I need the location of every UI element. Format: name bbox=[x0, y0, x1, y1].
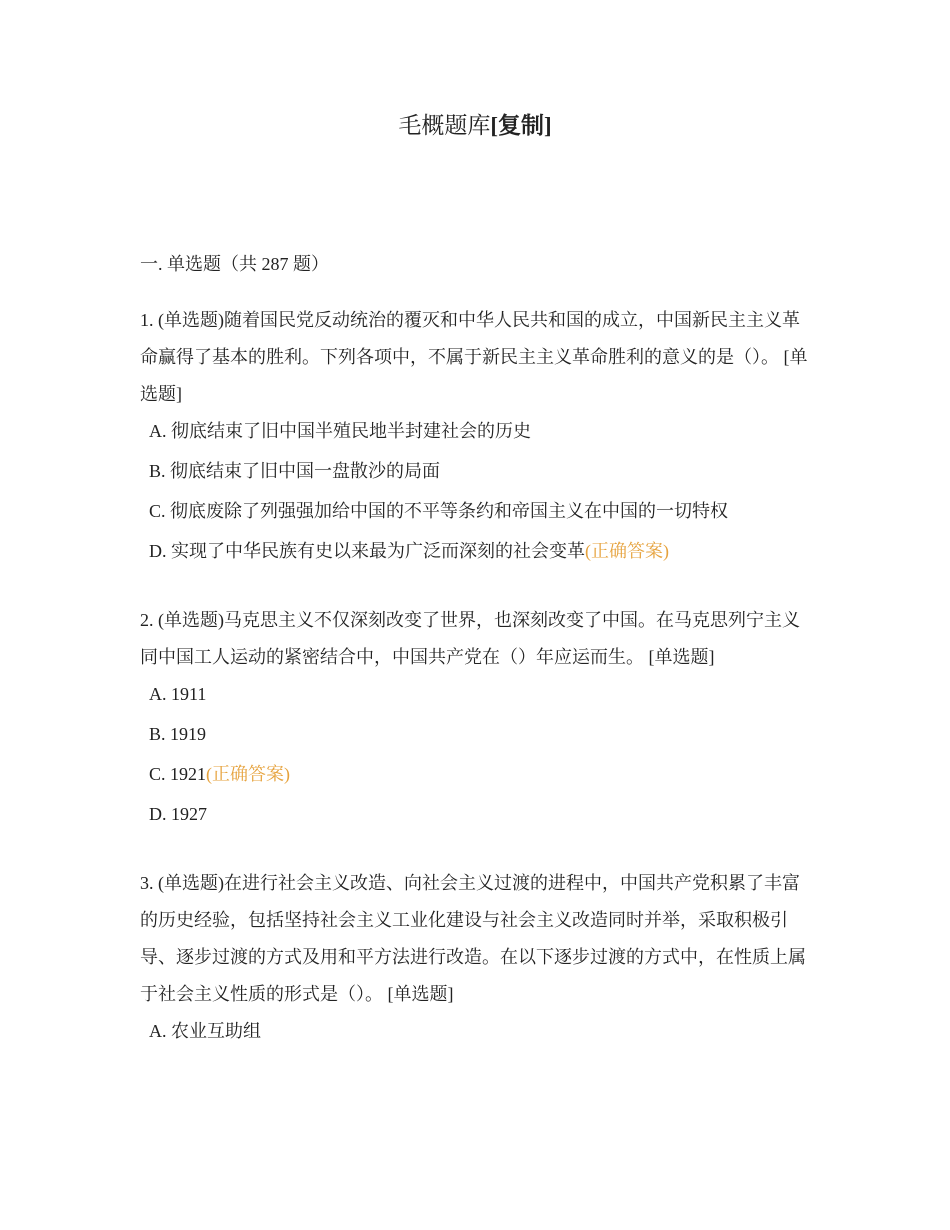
question-list bbox=[140, 248, 815, 1082]
option-text: A. 彻底结束了旧中国半殖民地半封建社会的历史 bbox=[149, 421, 531, 441]
option-a bbox=[149, 415, 815, 447]
question-stem: 3. (单选题)在进行社会主义改造、向社会主义过渡的进程中，中国共产党积累了丰富的历史经验，包括坚持社会主义工业化建设与社会主义改造同时并举，采取积极引导、逐步过渡的方式及用和平方法进行改造。在以下逐步过渡的方式中，在性质上属于社会主义性质的形式是（）。 [单选题] bbox=[140, 873, 806, 1004]
document-title-bracket: [复制] bbox=[490, 113, 552, 138]
document-title bbox=[0, 110, 950, 142]
option-a bbox=[149, 678, 815, 710]
option-text: A. 1911 bbox=[149, 684, 207, 704]
correct-answer-tag: (正确答案) bbox=[206, 764, 291, 784]
option-a bbox=[149, 1015, 815, 1047]
question-2 bbox=[140, 602, 815, 830]
option-text: C. 彻底废除了列强强加给中国的不平等条约和帝国主义在中国的一切特权 bbox=[149, 501, 729, 521]
question-stem: 1. (单选题)随着国民党反动统治的覆灭和中华人民共和国的成立，中国新民主主义革命赢得了基本的胜利。下列各项中，不属于新民主主义革命胜利的意义的是（）。 [单选题] bbox=[140, 310, 808, 404]
question-1 bbox=[140, 302, 815, 567]
question-3 bbox=[140, 865, 815, 1047]
correct-answer-tag: (正确答案) bbox=[585, 541, 669, 561]
option-d bbox=[149, 798, 815, 830]
option-text: D. 实现了中华民族有史以来最为广泛而深刻的社会变革 bbox=[149, 541, 585, 561]
option-text: B. 1919 bbox=[149, 724, 207, 744]
option-d bbox=[149, 535, 815, 567]
option-text: C. 1921 bbox=[149, 764, 207, 784]
option-b bbox=[149, 718, 815, 750]
option-text: B. 彻底结束了旧中国一盘散沙的局面 bbox=[149, 461, 441, 481]
option-c bbox=[149, 758, 815, 790]
section-heading: 一. 单选题（共 287 题） bbox=[140, 254, 329, 274]
option-text: A. 农业互助组 bbox=[149, 1021, 261, 1041]
option-c bbox=[149, 495, 815, 527]
option-b bbox=[149, 455, 815, 487]
question-stem: 2. (单选题)马克思主义不仅深刻改变了世界，也深刻改变了中国。在马克思列宁主义同中国工人运动的紧密结合中，中国共产党在（）年应运而生。 [单选题] bbox=[140, 610, 800, 667]
document-title-main: 毛概题库 bbox=[398, 113, 491, 138]
option-text: D. 1927 bbox=[149, 804, 207, 824]
